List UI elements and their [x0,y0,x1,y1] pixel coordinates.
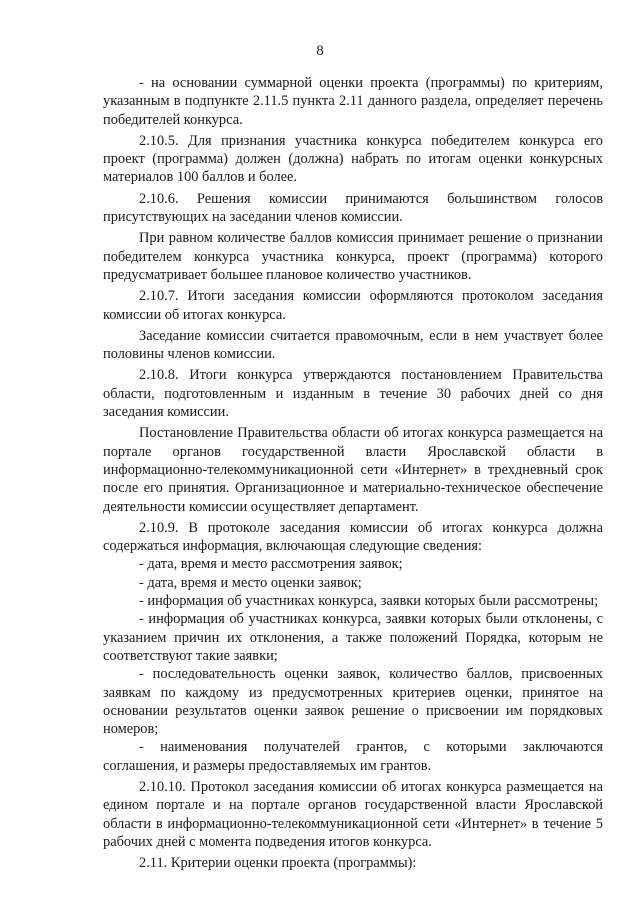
page-number: 8 [316,43,324,59]
section-heading: 2.11. Критерии оценки проекта (программы): [139,855,417,872]
paragraph: Заседание комиссии считается правомочным, если в нем участвует более половины членов комиссии. [103,327,603,363]
paragraph: 2.10.10. Протокол заседания комиссии об итогах конкурса размещается на едином портале и на портале органов государственной власти Ярославской области в информационно-телекоммуникационной сети «Интернет» в течение 5 рабочих дней с момента подведения итогов конкурса. [103,778,603,850]
paragraph: 2.10.9. В протоколе заседания комиссии об итогах конкурса должна содержаться информация, включающая следующие сведения: [103,519,603,555]
paragraph: При равном количестве баллов комиссия принимает решение о признании победителем конкурса участника конкурса, проект (программа) которого предусматривает большее плановое количество участников. [103,230,603,283]
paragraph: 2.10.6. Решения комиссии принимаются большинством голосов присутствующих на заседании членов комиссии. [103,190,603,226]
list-item: - информация об участниках конкурса, заявки которых были рассмотрены; [139,593,599,610]
paragraph: - на основании суммарной оценки проекта (программы) по критериям, указанным в подпункте 2.11.5 пункта 2.11 данного раздела, определяет перечень победителей конкурса. [103,75,603,128]
document-body [103,74,603,875]
paragraph: Постановление Правительства области об итогах конкурса размещается на портале органов государственной власти Ярославской области в информационно-телекоммуникационной сети «Интернет» в трехдневный срок после его принятия. Организационное и материально-техническое обеспечение деятельности комиссии осуществляет департамент. [103,425,603,515]
list-item: - дата, время и место рассмотрения заявок; [139,556,403,573]
list-item: - дата, время и место оценки заявок; [139,574,362,591]
paragraph: 2.10.7. Итоги заседания комиссии оформляются протоколом заседания комиссии об итогах конкурса. [103,288,603,323]
paragraph: 2.10.8. Итоги конкурса утверждаются постановлением Правительства области, подготовленным и изданным в течение 30 рабочих дней со дня заседания комиссии. [103,367,603,421]
list-item: - информация об участниках конкурса, заявки которых были отклонены, с указанием причин их отклонения, а также положений Порядка, которым не соответствуют такие заявки; [103,611,603,664]
list-item: - последовательность оценки заявок, количество баллов, присвоенных заявкам по каждому из предусмотренных критериев оценки, принятое на основании результатов оценки заявок решение о присвоении им порядковых номеров; [103,666,603,738]
list-item: - наименования получателей грантов, с которыми заключаются соглашения, и размеры предоставляемых им грантов. [103,739,603,774]
paragraph: 2.10.5. Для признания участника конкурса победителем конкурса его проект (программа) должен (должна) набрать по итогам оценки конкурсных материалов 100 баллов и более. [103,132,603,186]
